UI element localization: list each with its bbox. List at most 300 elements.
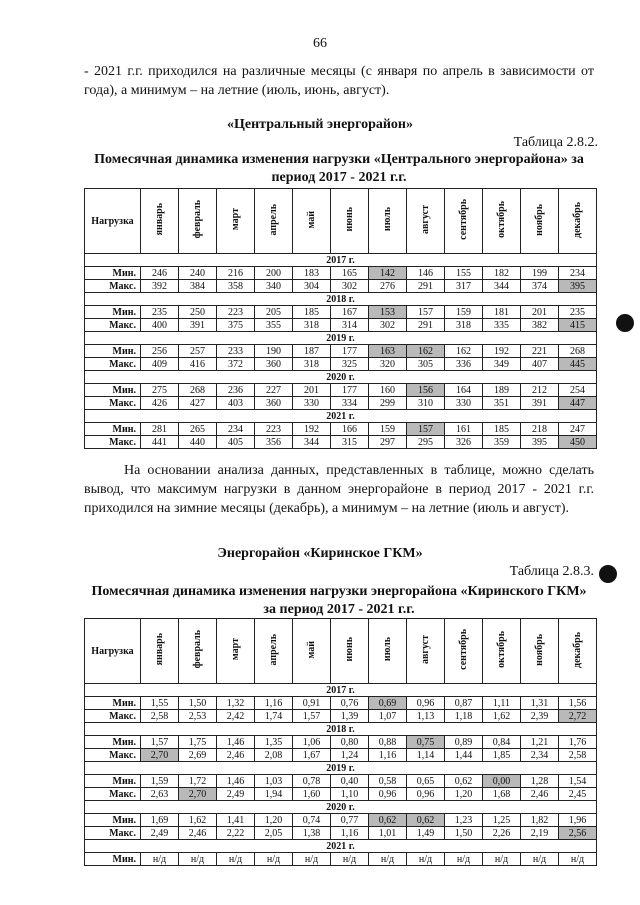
table-cell: 166	[331, 423, 369, 436]
table-cell: 325	[331, 358, 369, 371]
table-cell: 1,16	[331, 827, 369, 840]
table-cell: 247	[559, 423, 597, 436]
table-row	[85, 267, 597, 280]
table-cell: 2,05	[255, 827, 293, 840]
table-cell: 392	[141, 280, 179, 293]
table-cell: 233	[217, 345, 255, 358]
conclusion-paragraph: На основании анализа данных, представленных в таблице, можно сделать вывод, что максимум нагрузки в данном энергорайоне в период 2017 - 2021 г.г. приходился на зимние месяцы (декабрь), а минимум – на летние (июль и август).	[84, 463, 594, 516]
column-header-month	[521, 189, 559, 254]
table-cell: 177	[331, 345, 369, 358]
row-label: Мин.	[85, 853, 141, 866]
table-cell: 201	[521, 306, 559, 319]
table-cell: н/д	[293, 853, 331, 866]
section2-table-title: Помесячная динамика изменения нагрузки энергорайона «Киринского ГКМ» за период 2017 - 2021 г.г.	[91, 584, 587, 617]
table-cell: 2,63	[141, 788, 179, 801]
table-cell: 2,46	[521, 788, 559, 801]
year-label: 2017 г.	[85, 254, 597, 267]
table-cell: 156	[407, 384, 445, 397]
table-cell: 358	[217, 280, 255, 293]
table-cell: 360	[255, 397, 293, 410]
year-row	[85, 840, 597, 853]
year-label: 2017 г.	[85, 684, 597, 697]
table-cell: 256	[141, 345, 179, 358]
column-header-month	[407, 189, 445, 254]
table-cell: 1,54	[559, 775, 597, 788]
table-cell: 1,23	[445, 814, 483, 827]
table-cell: 344	[483, 280, 521, 293]
table-cell: 142	[369, 267, 407, 280]
kirinskoe-load-table	[84, 618, 597, 866]
column-header-month	[217, 619, 255, 684]
table-cell: 201	[293, 384, 331, 397]
table-cell: 223	[217, 306, 255, 319]
table-cell: 2,08	[255, 749, 293, 762]
column-header-month	[369, 189, 407, 254]
month-label: ноябрь	[534, 203, 545, 236]
table-cell: 1,46	[217, 736, 255, 749]
table-cell: 1,24	[331, 749, 369, 762]
row-label: Мин.	[85, 697, 141, 710]
table-cell: 0,76	[331, 697, 369, 710]
month-label: май	[306, 210, 317, 229]
table-cell: 185	[293, 306, 331, 319]
table-cell: 344	[293, 436, 331, 449]
table-cell: 185	[483, 423, 521, 436]
row-label: Мин.	[85, 814, 141, 827]
table-cell: 192	[293, 423, 331, 436]
table-cell: 1,94	[255, 788, 293, 801]
column-header-month	[255, 619, 293, 684]
table-cell: 302	[369, 319, 407, 332]
header-row	[85, 619, 597, 684]
table-cell: 0,87	[445, 697, 483, 710]
row-label: Макс.	[85, 788, 141, 801]
year-row	[85, 684, 597, 697]
table-cell: 157	[407, 423, 445, 436]
table-cell: 1,68	[483, 788, 521, 801]
intro-paragraph: - 2021 г.г. приходился на различные месяцы (с января по апрель в зависимости от года), а минимум – на летние (июль, июнь, август).	[84, 64, 594, 98]
table-cell: 0,89	[445, 736, 483, 749]
table-cell: 1,56	[559, 697, 597, 710]
table-cell: н/д	[141, 853, 179, 866]
table-row	[85, 345, 597, 358]
table-cell: 441	[141, 436, 179, 449]
column-header-month	[445, 619, 483, 684]
table-cell: 1,85	[483, 749, 521, 762]
table-cell: 1,20	[255, 814, 293, 827]
table-cell: 1,96	[559, 814, 597, 827]
month-label: май	[306, 640, 317, 659]
month-label: сентябрь	[458, 199, 469, 240]
table-cell: 0,84	[483, 736, 521, 749]
table-cell: 190	[255, 345, 293, 358]
table-cell: 291	[407, 280, 445, 293]
month-label: август	[420, 205, 431, 234]
row-label: Мин.	[85, 736, 141, 749]
table-cell: 200	[255, 267, 293, 280]
table-cell: 400	[141, 319, 179, 332]
table-cell: 1,62	[179, 814, 217, 827]
table-cell: 236	[217, 384, 255, 397]
table-cell: 2,42	[217, 710, 255, 723]
table-row	[85, 358, 597, 371]
table-cell: 164	[445, 384, 483, 397]
table-cell: 1,28	[521, 775, 559, 788]
table-cell: 440	[179, 436, 217, 449]
table-cell: 405	[217, 436, 255, 449]
table-cell: 0,75	[407, 736, 445, 749]
table-cell: 265	[179, 423, 217, 436]
table-cell: 268	[559, 345, 597, 358]
column-header-load: Нагрузка	[85, 619, 141, 684]
table-cell: 159	[369, 423, 407, 436]
column-header-month	[559, 189, 597, 254]
table-cell: 360	[255, 358, 293, 371]
column-header-month	[179, 619, 217, 684]
table-cell: 340	[255, 280, 293, 293]
table-cell: 162	[407, 345, 445, 358]
column-header-month	[179, 189, 217, 254]
table-cell: 1,60	[293, 788, 331, 801]
month-label: март	[230, 638, 241, 661]
table-cell: 157	[407, 306, 445, 319]
table-cell: 240	[179, 267, 217, 280]
table-cell: 1,03	[255, 775, 293, 788]
table-cell: 1,32	[217, 697, 255, 710]
month-label: июль	[382, 637, 393, 662]
table-cell: н/д	[521, 853, 559, 866]
table-cell: 317	[445, 280, 483, 293]
table-cell: 2,34	[521, 749, 559, 762]
year-row	[85, 410, 597, 423]
section1-table-title: Помесячная динамика изменения нагрузки «Центрального энергорайона» за период 2017 - 2021 г.г.	[94, 152, 584, 185]
column-header-month	[293, 189, 331, 254]
table-cell: 2,69	[179, 749, 217, 762]
table-cell: 330	[293, 397, 331, 410]
column-header-month	[559, 619, 597, 684]
table-cell: 2,56	[559, 827, 597, 840]
year-label: 2019 г.	[85, 332, 597, 345]
table-cell: 163	[369, 345, 407, 358]
binder-hole-mark	[599, 565, 617, 583]
table-cell: н/д	[407, 853, 445, 866]
year-label: 2021 г.	[85, 410, 597, 423]
table-cell: 0,88	[369, 736, 407, 749]
table-cell: н/д	[559, 853, 597, 866]
year-label: 2020 г.	[85, 801, 597, 814]
year-label: 2018 г.	[85, 723, 597, 736]
table-cell: 314	[331, 319, 369, 332]
table-row	[85, 423, 597, 436]
table-cell: 0,40	[331, 775, 369, 788]
month-label: апрель	[268, 633, 279, 666]
table-cell: 375	[217, 319, 255, 332]
table-cell: 227	[255, 384, 293, 397]
column-header-month	[407, 619, 445, 684]
table-cell: 450	[559, 436, 597, 449]
table-cell: 403	[217, 397, 255, 410]
table-cell: 1,59	[141, 775, 179, 788]
table-cell: 1,39	[331, 710, 369, 723]
row-label: Мин.	[85, 345, 141, 358]
table-cell: 1,74	[255, 710, 293, 723]
year-label: 2018 г.	[85, 293, 597, 306]
table-cell: 2,49	[217, 788, 255, 801]
table-cell: 2,39	[521, 710, 559, 723]
table-cell: 221	[521, 345, 559, 358]
table-row	[85, 319, 597, 332]
table-cell: 0,91	[293, 697, 331, 710]
table-cell: 2,58	[141, 710, 179, 723]
table-cell: 2,58	[559, 749, 597, 762]
table-cell: 0,62	[369, 814, 407, 827]
table-cell: 1,31	[521, 697, 559, 710]
month-label: ноябрь	[534, 633, 545, 666]
table-cell: 223	[255, 423, 293, 436]
table-cell: 1,21	[521, 736, 559, 749]
table-cell: н/д	[369, 853, 407, 866]
row-label: Макс.	[85, 827, 141, 840]
table-row	[85, 280, 597, 293]
table-row	[85, 775, 597, 788]
table-cell: 1,46	[217, 775, 255, 788]
table-cell: 407	[521, 358, 559, 371]
table-cell: 0,62	[445, 775, 483, 788]
column-header-month	[483, 619, 521, 684]
table-cell: 1,55	[141, 697, 179, 710]
table-row	[85, 814, 597, 827]
table-cell: 1,18	[445, 710, 483, 723]
year-row	[85, 801, 597, 814]
table-cell: 159	[445, 306, 483, 319]
table-cell: 335	[483, 319, 521, 332]
table-cell: 1,06	[293, 736, 331, 749]
table-cell: 0,65	[407, 775, 445, 788]
table-row	[85, 710, 597, 723]
table-cell: 336	[445, 358, 483, 371]
section2-heading: Энергорайон «Киринское ГКМ»	[217, 546, 423, 561]
year-row	[85, 254, 597, 267]
year-row	[85, 332, 597, 345]
table-cell: 0,96	[407, 788, 445, 801]
column-header-month	[255, 189, 293, 254]
table-cell: 1,16	[369, 749, 407, 762]
table-cell: 1,76	[559, 736, 597, 749]
table-cell: 2,49	[141, 827, 179, 840]
table-cell: 395	[521, 436, 559, 449]
table-row	[85, 749, 597, 762]
table-cell: 183	[293, 267, 331, 280]
table-cell: 167	[331, 306, 369, 319]
column-header-month	[217, 189, 255, 254]
table-cell: 299	[369, 397, 407, 410]
month-label: октябрь	[496, 201, 507, 238]
table-cell: 304	[293, 280, 331, 293]
row-label: Макс.	[85, 749, 141, 762]
table-cell: 1,44	[445, 749, 483, 762]
table-cell: 351	[483, 397, 521, 410]
table-row	[85, 697, 597, 710]
table-cell: н/д	[331, 853, 369, 866]
year-row	[85, 723, 597, 736]
column-header-month	[445, 189, 483, 254]
year-row	[85, 762, 597, 775]
table-cell: 372	[217, 358, 255, 371]
table-cell: 2,46	[179, 827, 217, 840]
month-label: январь	[154, 203, 165, 236]
table-cell: 1,14	[407, 749, 445, 762]
table-row	[85, 397, 597, 410]
table-row	[85, 788, 597, 801]
table-cell: 250	[179, 306, 217, 319]
table-cell: 382	[521, 319, 559, 332]
page-number: 66	[313, 36, 327, 51]
table-cell: 189	[483, 384, 521, 397]
table-cell: 177	[331, 384, 369, 397]
table-cell: 2,72	[559, 710, 597, 723]
table-cell: 302	[331, 280, 369, 293]
table-cell: 1,67	[293, 749, 331, 762]
table-cell: 2,45	[559, 788, 597, 801]
table-cell: 427	[179, 397, 217, 410]
table-cell: 391	[521, 397, 559, 410]
table-cell: 0,00	[483, 775, 521, 788]
table-cell: 276	[369, 280, 407, 293]
table-cell: 153	[369, 306, 407, 319]
table-cell: 0,62	[407, 814, 445, 827]
table-row	[85, 827, 597, 840]
table-cell: 445	[559, 358, 597, 371]
row-label: Мин.	[85, 423, 141, 436]
table-cell: 2,70	[141, 749, 179, 762]
table-cell: 1,01	[369, 827, 407, 840]
table-cell: 2,46	[217, 749, 255, 762]
table-cell: 1,69	[141, 814, 179, 827]
table-row	[85, 384, 597, 397]
table-cell: 162	[445, 345, 483, 358]
table-cell: 187	[293, 345, 331, 358]
table-cell: 234	[217, 423, 255, 436]
table-cell: 212	[521, 384, 559, 397]
table-cell: 318	[293, 319, 331, 332]
table-cell: 0,58	[369, 775, 407, 788]
table-cell: 246	[141, 267, 179, 280]
table-cell: 205	[255, 306, 293, 319]
table-cell: 1,50	[445, 827, 483, 840]
table-cell: 155	[445, 267, 483, 280]
table-cell: 257	[179, 345, 217, 358]
table-cell: 384	[179, 280, 217, 293]
table-cell: 0,96	[369, 788, 407, 801]
table-row	[85, 436, 597, 449]
table-cell: 1,75	[179, 736, 217, 749]
column-header-month	[369, 619, 407, 684]
table-cell: 1,82	[521, 814, 559, 827]
table-cell: 310	[407, 397, 445, 410]
table-cell: 2,26	[483, 827, 521, 840]
table-cell: 320	[369, 358, 407, 371]
table-cell: 355	[255, 319, 293, 332]
table-cell: 415	[559, 319, 597, 332]
table-cell: 326	[445, 436, 483, 449]
table-cell: 181	[483, 306, 521, 319]
table-cell: 295	[407, 436, 445, 449]
month-label: июль	[382, 207, 393, 232]
table-cell: н/д	[179, 853, 217, 866]
table-cell: 0,96	[407, 697, 445, 710]
month-label: февраль	[192, 200, 203, 239]
table-cell: 182	[483, 267, 521, 280]
month-label: декабрь	[572, 631, 583, 668]
month-label: январь	[154, 633, 165, 666]
row-label: Мин.	[85, 775, 141, 788]
section1-table-label: Таблица 2.8.2.	[513, 135, 598, 150]
table-cell: 426	[141, 397, 179, 410]
table-cell: 1,41	[217, 814, 255, 827]
table-cell: 2,19	[521, 827, 559, 840]
table-cell: 1,62	[483, 710, 521, 723]
table-cell: 235	[559, 306, 597, 319]
month-label: июнь	[344, 207, 355, 232]
table-cell: 1,20	[445, 788, 483, 801]
table-cell: 359	[483, 436, 521, 449]
table-cell: 318	[293, 358, 331, 371]
month-label: февраль	[192, 630, 203, 669]
table-cell: 1,13	[407, 710, 445, 723]
row-label: Макс.	[85, 280, 141, 293]
table-cell: 409	[141, 358, 179, 371]
table-cell: 0,80	[331, 736, 369, 749]
table-cell: 334	[331, 397, 369, 410]
table-cell: 1,38	[293, 827, 331, 840]
column-header-month	[483, 189, 521, 254]
table-row	[85, 736, 597, 749]
table-cell: 160	[369, 384, 407, 397]
table-cell: 2,22	[217, 827, 255, 840]
table-cell: 315	[331, 436, 369, 449]
table-cell: 1,35	[255, 736, 293, 749]
table-cell: 0,69	[369, 697, 407, 710]
table-cell: 416	[179, 358, 217, 371]
table-cell: 218	[521, 423, 559, 436]
month-label: октябрь	[496, 631, 507, 668]
table-cell: 349	[483, 358, 521, 371]
year-label: 2021 г.	[85, 840, 597, 853]
table-cell: 1,25	[483, 814, 521, 827]
table-cell: 391	[179, 319, 217, 332]
row-label: Макс.	[85, 358, 141, 371]
table-cell: 161	[445, 423, 483, 436]
table-row	[85, 306, 597, 319]
table-cell: 1,10	[331, 788, 369, 801]
table-cell: 281	[141, 423, 179, 436]
row-label: Макс.	[85, 710, 141, 723]
year-label: 2020 г.	[85, 371, 597, 384]
table-cell: 165	[331, 267, 369, 280]
table-cell: 0,77	[331, 814, 369, 827]
section2-table-label: Таблица 2.8.3.	[509, 564, 594, 579]
table-cell: 146	[407, 267, 445, 280]
table-cell: 199	[521, 267, 559, 280]
month-label: апрель	[268, 203, 279, 236]
table-cell: 356	[255, 436, 293, 449]
table-cell: н/д	[445, 853, 483, 866]
table-cell: 1,11	[483, 697, 521, 710]
month-label: март	[230, 208, 241, 231]
table-cell: 254	[559, 384, 597, 397]
column-header-month	[141, 189, 179, 254]
column-header-month	[141, 619, 179, 684]
